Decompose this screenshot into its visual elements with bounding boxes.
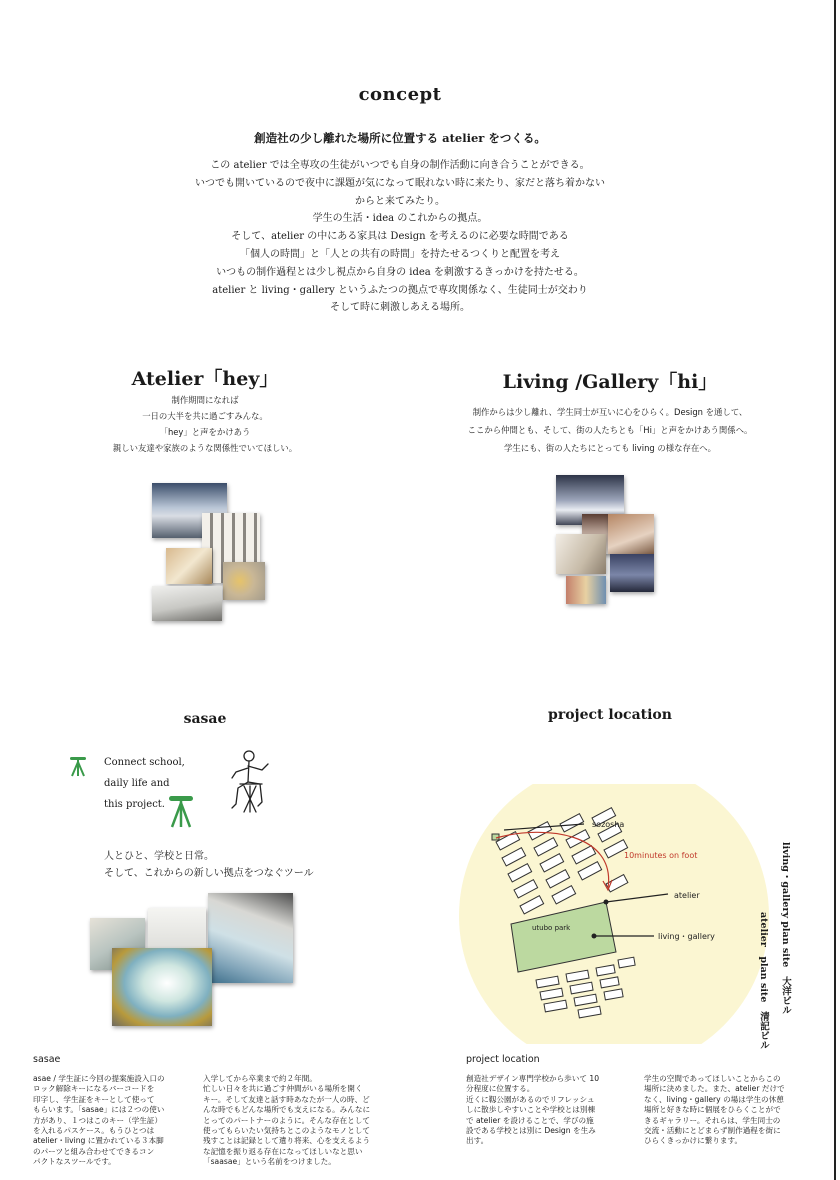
text-line: キー。そして友達と話す時あなたが一人の時、ど xyxy=(203,1094,370,1104)
text-line: 出す。 xyxy=(466,1136,489,1146)
text-line: 分程度に位置する。 xyxy=(466,1084,535,1094)
text-line: 近くに靱公園があるのでリフレッシュ xyxy=(466,1094,595,1104)
text-line: もらいます。「sasae」には２つの使い xyxy=(33,1105,165,1115)
photo-painting xyxy=(566,576,606,604)
connect-line: daily life and xyxy=(104,778,170,789)
living-body xyxy=(420,403,800,457)
text-line: んな時でもどんな場所でも支えになる。みんなに xyxy=(203,1105,371,1115)
concept-line: この atelier では全専攻の生徒がいつでも自身の制作活動に向き合うことができる。 xyxy=(210,160,590,171)
footer-sasae-col2 xyxy=(203,1074,381,1168)
text-line: 「saasae」という名前をつけました。 xyxy=(203,1157,336,1167)
text-line: asae / 学生証に今回の提案施設入口の xyxy=(33,1074,165,1083)
text-line: な記憶を振り返る存在になってほしいなと思い xyxy=(203,1146,363,1156)
photo-warm-interior xyxy=(166,548,212,584)
text-line: 入学してから卒業まで約２年間。 xyxy=(203,1074,317,1083)
text-line: きるギャラリー。それらは、学生同士の xyxy=(644,1115,781,1125)
footer-location-heading: project location xyxy=(466,1054,540,1065)
concept-line: いつでも開いているので夜中に課題が気になって眠れない時に来たり、家だと落ち着かない xyxy=(195,177,605,189)
page-edge-line xyxy=(834,0,836,1180)
atelier-line: 制作期間になれば xyxy=(171,395,239,405)
concept-line: atelier と living・gallery というふたつの拠点で専攻関係なく、生徒同士が交わり xyxy=(212,284,588,296)
location-title: project location xyxy=(548,707,672,723)
stool-icon-small xyxy=(68,756,88,778)
living-line: ここから仲間とも、そして、街の人たちとも「Hi」と声をかけあう関係へ。 xyxy=(467,425,753,435)
living-line: 学生にも、街の人たちにとっても living の様な存在へ。 xyxy=(504,443,716,453)
text-line: ロック解除キーになるバーコードを xyxy=(33,1084,155,1094)
text-line: 残すことは記録として遺り将来、心を支えるよう xyxy=(203,1136,371,1146)
stool-icon-large xyxy=(166,795,196,829)
concept-line: からと来てみたり。 xyxy=(355,195,445,207)
concept-lead: 創造社の少し離れた場所に位置する atelier をつくる。 xyxy=(254,131,546,145)
text-line: atelier・living に置かれている３本脚 xyxy=(33,1136,164,1146)
text-line: 創造社デザイン専門学校から歩いて 10 xyxy=(466,1074,600,1083)
atelier-line: 「hey」と声をかけあう xyxy=(159,427,251,437)
text-line: ひらくきっかけに繋ります。 xyxy=(644,1136,743,1146)
photo-paint-brush xyxy=(208,893,293,983)
text-line: 場所と好きな時に個展をひらくことがで xyxy=(644,1105,781,1115)
sasae-tagline-line: そして、これからの新しい拠点をつなぐツール xyxy=(104,868,314,879)
atelier-line: 親しい友達や家族のような関係性でいてほしい。 xyxy=(112,443,298,453)
text-line: 印字し、学生証をキーとして使って xyxy=(33,1094,155,1104)
living-title: Living /Gallery「hi」 xyxy=(502,371,718,393)
text-line: 設である学校とは別に Design を生み xyxy=(466,1126,596,1136)
footer-sasae-col1 xyxy=(33,1074,193,1168)
concept-line: そして、atelier の中にある家具は Design を考えるのに必要な時間である xyxy=(231,231,569,243)
living-line: 制作からは少し離れ、学生同士が互いに心をひらく。Design を通して、 xyxy=(472,407,748,417)
connect-line: this project. xyxy=(104,799,165,810)
map-label-atelier: atelier xyxy=(674,891,700,900)
map-label-walk: 10minutes on foot xyxy=(624,851,698,860)
concept-line: 学生の生活・idea のこれからの拠点。 xyxy=(312,213,488,225)
photo-street-night xyxy=(610,554,654,592)
text-line: とってのパートナーのように。そんな存在として xyxy=(203,1115,370,1125)
concept-line: そして時に刺激しあえる場所。 xyxy=(330,302,470,314)
photo-corner-room xyxy=(556,534,606,574)
seated-person-sketch xyxy=(222,748,278,816)
text-line: 場所に決めました。また、atelier だけで xyxy=(644,1084,785,1094)
sasae-tagline-line: 人とひと、学校と日常。 xyxy=(104,851,214,862)
footer-location-col2 xyxy=(644,1074,816,1147)
atelier-line: 一日の大半を共に過ごすみんな。 xyxy=(142,411,268,421)
location-map xyxy=(456,784,776,1044)
text-line: を入れるパスケース。もうひとつは xyxy=(33,1126,155,1136)
map-label-living: living・gallery xyxy=(658,932,715,941)
text-line: 忙しい日々を共に過ごす仲間がいる場所を開く xyxy=(203,1084,363,1094)
text-line: しに散歩しやすいことや学校とは別棟 xyxy=(466,1105,596,1115)
photo-white-tables xyxy=(152,586,222,621)
text-line: 学生の空間であってほしいことからこの xyxy=(644,1074,781,1083)
atelier-title: Atelier「hey」 xyxy=(131,368,279,390)
footer-location-col1 xyxy=(466,1074,628,1147)
photo-art-texture xyxy=(223,562,265,600)
text-line: なく、living・gallery の場は学生の休憩 xyxy=(644,1094,784,1104)
connect-line: Connect school, xyxy=(104,757,185,768)
photo-painted-cup xyxy=(112,948,212,1026)
vertical-label-living: living・gallery plan site 大洋ビル xyxy=(780,842,791,1015)
photo-wood-desk xyxy=(608,514,654,554)
text-line: パクトなスツールです。 xyxy=(33,1157,116,1167)
text-line: のパーツと組み合わせてできるコン xyxy=(33,1146,155,1156)
concept-title: concept xyxy=(358,84,442,105)
map-label-sozosha: sozosha xyxy=(592,820,625,829)
text-line: で atelier を設けることで、学びの施 xyxy=(466,1115,594,1125)
sasae-title: sasae xyxy=(183,711,227,727)
concept-body xyxy=(0,157,800,317)
sasae-tagline xyxy=(104,848,314,882)
atelier-body xyxy=(60,392,350,456)
concept-line: 「個人の時間」と「人との共有の時間」を持たせるつくりと配置を考え xyxy=(240,248,560,260)
concept-line: いつもの制作過程とは少し視点から自身の idea を刺激するきっかけを持たせる。 xyxy=(216,266,584,278)
text-line: 方があり、１つはこのキー（学生証） xyxy=(33,1115,163,1125)
vertical-label-atelier: atelier plan site 清記ビル xyxy=(758,912,769,1050)
text-line: 使ってもらいたい気持ちとこのようなモノとして xyxy=(203,1126,370,1136)
footer-sasae-heading: sasae xyxy=(33,1054,61,1065)
map-label-park: utubo park xyxy=(532,924,571,932)
text-line: 交流・活動にとどまらず制作過程を街に xyxy=(644,1126,781,1136)
